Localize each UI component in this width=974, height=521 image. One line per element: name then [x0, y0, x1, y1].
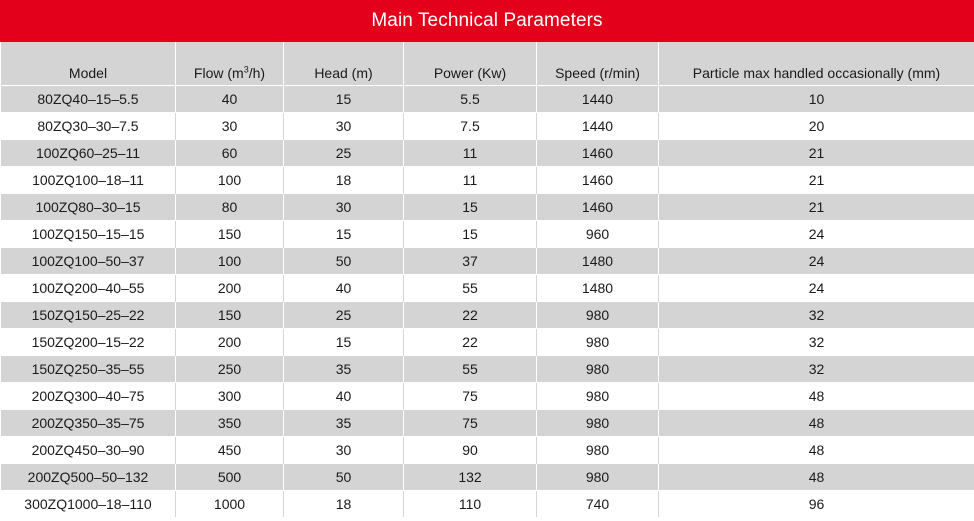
- cell-head: 30: [284, 436, 404, 463]
- cell-speed: 1480: [537, 274, 659, 301]
- cell-particle: 10: [659, 85, 974, 112]
- table-row: [1, 112, 974, 139]
- cell-particle: 24: [659, 247, 974, 274]
- cell-flow: 30: [176, 112, 284, 139]
- cell-flow: 500: [176, 463, 284, 490]
- cell-particle: 48: [659, 463, 974, 490]
- cell-power: 22: [404, 328, 537, 355]
- table-row: [1, 139, 974, 166]
- table-row: [1, 436, 974, 463]
- cell-power: 11: [404, 139, 537, 166]
- table-row: [1, 490, 974, 517]
- table-row: [1, 328, 974, 355]
- table-row: [1, 355, 974, 382]
- cell-model: 200ZQ500–50–132: [1, 463, 176, 490]
- header-row: [1, 42, 974, 85]
- cell-power: 55: [404, 274, 537, 301]
- table-row: [1, 247, 974, 274]
- cell-particle: 32: [659, 355, 974, 382]
- cell-speed: 980: [537, 436, 659, 463]
- cell-model: 100ZQ150–15–15: [1, 220, 176, 247]
- title-banner: [0, 0, 974, 42]
- cell-power: 7.5: [404, 112, 537, 139]
- cell-flow: 80: [176, 193, 284, 220]
- table-row: [1, 463, 974, 490]
- cell-flow: 300: [176, 382, 284, 409]
- cell-speed: 980: [537, 409, 659, 436]
- cell-power: 15: [404, 193, 537, 220]
- cell-head: 15: [284, 328, 404, 355]
- cell-head: 50: [284, 247, 404, 274]
- table-row: [1, 85, 974, 112]
- cell-flow: 350: [176, 409, 284, 436]
- cell-head: 50: [284, 463, 404, 490]
- cell-power: 110: [404, 490, 537, 517]
- cell-model: 80ZQ30–30–7.5: [1, 112, 176, 139]
- cell-head: 15: [284, 220, 404, 247]
- cell-power: 37: [404, 247, 537, 274]
- parameters-table: [0, 42, 974, 517]
- header-flow-superscript: 3: [243, 63, 249, 74]
- table-row: [1, 382, 974, 409]
- cell-model: 200ZQ300–40–75: [1, 382, 176, 409]
- cell-flow: 60: [176, 139, 284, 166]
- table-row: [1, 220, 974, 247]
- header-flow-suffix: /h): [248, 64, 266, 81]
- cell-model: 200ZQ450–30–90: [1, 436, 176, 463]
- cell-flow: 150: [176, 220, 284, 247]
- cell-particle: 48: [659, 409, 974, 436]
- cell-flow: 1000: [176, 490, 284, 517]
- header-model: Model: [1, 42, 176, 85]
- cell-speed: 740: [537, 490, 659, 517]
- cell-head: 25: [284, 301, 404, 328]
- cell-model: 300ZQ1000–18–110: [1, 490, 176, 517]
- cell-flow: 450: [176, 436, 284, 463]
- cell-model: 100ZQ60–25–11: [1, 139, 176, 166]
- cell-flow: 100: [176, 166, 284, 193]
- cell-particle: 24: [659, 220, 974, 247]
- cell-flow: 40: [176, 85, 284, 112]
- cell-particle: 21: [659, 139, 974, 166]
- table-row: [1, 193, 974, 220]
- header-particle: Particle max handled occasionally (mm): [659, 42, 974, 85]
- cell-head: 18: [284, 166, 404, 193]
- cell-flow: 200: [176, 328, 284, 355]
- cell-head: 35: [284, 409, 404, 436]
- cell-power: 75: [404, 409, 537, 436]
- cell-speed: 960: [537, 220, 659, 247]
- cell-model: 150ZQ250–35–55: [1, 355, 176, 382]
- cell-particle: 20: [659, 112, 974, 139]
- cell-head: 18: [284, 490, 404, 517]
- cell-particle: 32: [659, 328, 974, 355]
- table-row: [1, 274, 974, 301]
- cell-particle: 21: [659, 166, 974, 193]
- cell-model: 200ZQ350–35–75: [1, 409, 176, 436]
- page-title: Main Technical Parameters: [371, 10, 603, 31]
- cell-flow: 200: [176, 274, 284, 301]
- cell-speed: 980: [537, 382, 659, 409]
- cell-model: 100ZQ80–30–15: [1, 193, 176, 220]
- cell-power: 75: [404, 382, 537, 409]
- cell-head: 40: [284, 274, 404, 301]
- cell-power: 90: [404, 436, 537, 463]
- cell-particle: 48: [659, 382, 974, 409]
- cell-power: 5.5: [404, 85, 537, 112]
- cell-head: 25: [284, 139, 404, 166]
- cell-particle: 48: [659, 436, 974, 463]
- cell-speed: 1480: [537, 247, 659, 274]
- header-speed: Speed (r/min): [537, 42, 659, 85]
- cell-head: 30: [284, 193, 404, 220]
- header-flow-prefix: Flow (m: [193, 64, 244, 81]
- cell-speed: 980: [537, 463, 659, 490]
- cell-particle: 32: [659, 301, 974, 328]
- cell-model: 150ZQ200–15–22: [1, 328, 176, 355]
- table-row: [1, 166, 974, 193]
- cell-model: 100ZQ100–50–37: [1, 247, 176, 274]
- cell-flow: 250: [176, 355, 284, 382]
- cell-head: 15: [284, 85, 404, 112]
- header-head: Head (m): [284, 42, 404, 85]
- cell-speed: 1460: [537, 193, 659, 220]
- cell-model: 100ZQ200–40–55: [1, 274, 176, 301]
- cell-head: 40: [284, 382, 404, 409]
- cell-flow: 100: [176, 247, 284, 274]
- cell-model: 150ZQ150–25–22: [1, 301, 176, 328]
- cell-speed: 980: [537, 328, 659, 355]
- cell-power: 15: [404, 220, 537, 247]
- cell-power: 11: [404, 166, 537, 193]
- cell-power: 22: [404, 301, 537, 328]
- cell-model: 100ZQ100–18–11: [1, 166, 176, 193]
- table-row: [1, 301, 974, 328]
- cell-speed: 980: [537, 301, 659, 328]
- cell-model: 80ZQ40–15–5.5: [1, 85, 176, 112]
- cell-head: 35: [284, 355, 404, 382]
- cell-speed: 980: [537, 355, 659, 382]
- table-body: [1, 85, 974, 517]
- header-flow: [176, 42, 284, 85]
- cell-particle: 96: [659, 490, 974, 517]
- cell-speed: 1440: [537, 112, 659, 139]
- cell-particle: 24: [659, 274, 974, 301]
- cell-power: 132: [404, 463, 537, 490]
- cell-flow: 150: [176, 301, 284, 328]
- cell-speed: 1460: [537, 166, 659, 193]
- cell-particle: 21: [659, 193, 974, 220]
- table-row: [1, 409, 974, 436]
- cell-speed: 1460: [537, 139, 659, 166]
- cell-head: 30: [284, 112, 404, 139]
- cell-speed: 1440: [537, 85, 659, 112]
- header-power: Power (Kw): [404, 42, 537, 85]
- cell-power: 55: [404, 355, 537, 382]
